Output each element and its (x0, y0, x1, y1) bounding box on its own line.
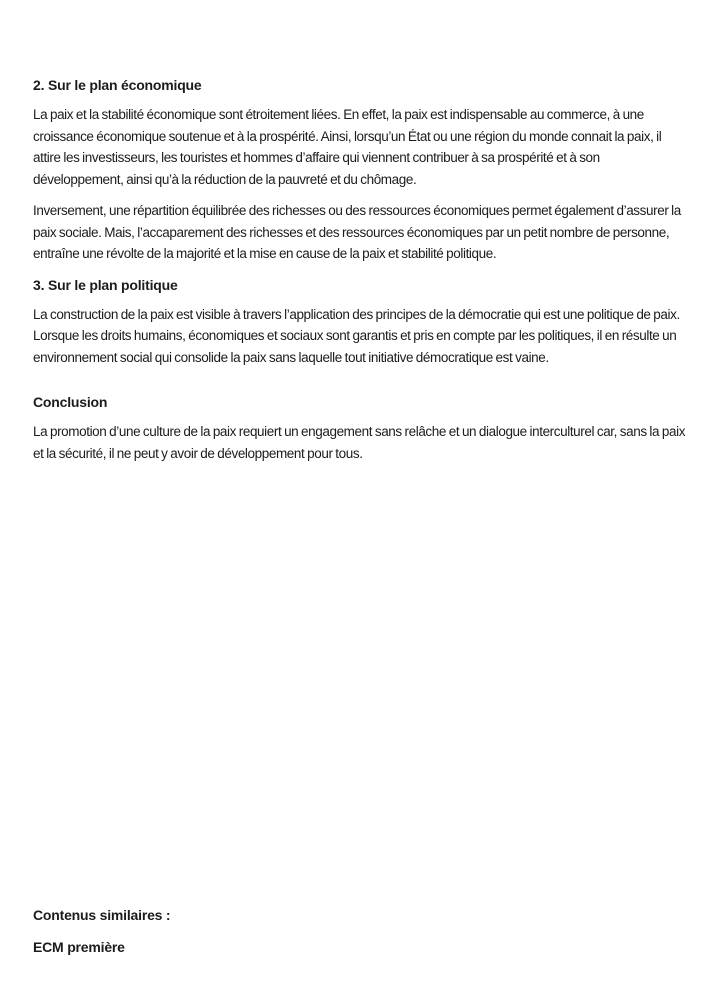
heading-plan-politique: 3. Sur le plan politique (33, 276, 178, 293)
paragraph-economique-1: La paix et la stabilité économique sont étroitement liées. En effet, la paix est indispensable au commerce, à une croissance économique soutenue et à la prospérité. Ainsi, lorsqu’un État ou une région du monde connait la paix, il attire les investisseurs, les touristes et hommes d’affaire qui viennent contribuer à sa prospérité et à son développement, ainsi qu’à la réduction de la pauvreté et du chômage. (33, 107, 662, 187)
paragraph-economique-2: Inversement, une répartition équilibrée des richesses ou des ressources économiques permet également d’assurer la paix sociale. Mais, l’accaparement des richesses et des ressources économiques par un petit nombre de personne, entraîne une révolte de la majorité et la mise en cause de la paix et stabilité politique. (33, 203, 681, 261)
related-content-block (33, 905, 686, 958)
paragraph-politique-1: La construction de la paix est visible à travers l’application des principes de la démocratie qui est une politique de paix. Lorsque les droits humains, économiques et sociaux sont garantis et pris en compte par les politiques, il en résulte un environnement social qui consolide la paix sans laquelle tout initiative démocratique est vaine. (33, 306, 680, 365)
related-content-heading: Contenus similaires : (33, 907, 171, 923)
paragraph-conclusion-1: La promotion d’une culture de la paix requiert un engagement sans relâche et un dialogue interculturel car, sans la paix et la sécurité, il ne peut y avoir de développement pour tous. (33, 424, 686, 461)
heading-plan-economique: 2. Sur le plan économique (33, 77, 202, 93)
heading-conclusion: Conclusion (33, 394, 108, 410)
related-link-ecm-premiere[interactable]: ECM première (33, 939, 125, 955)
